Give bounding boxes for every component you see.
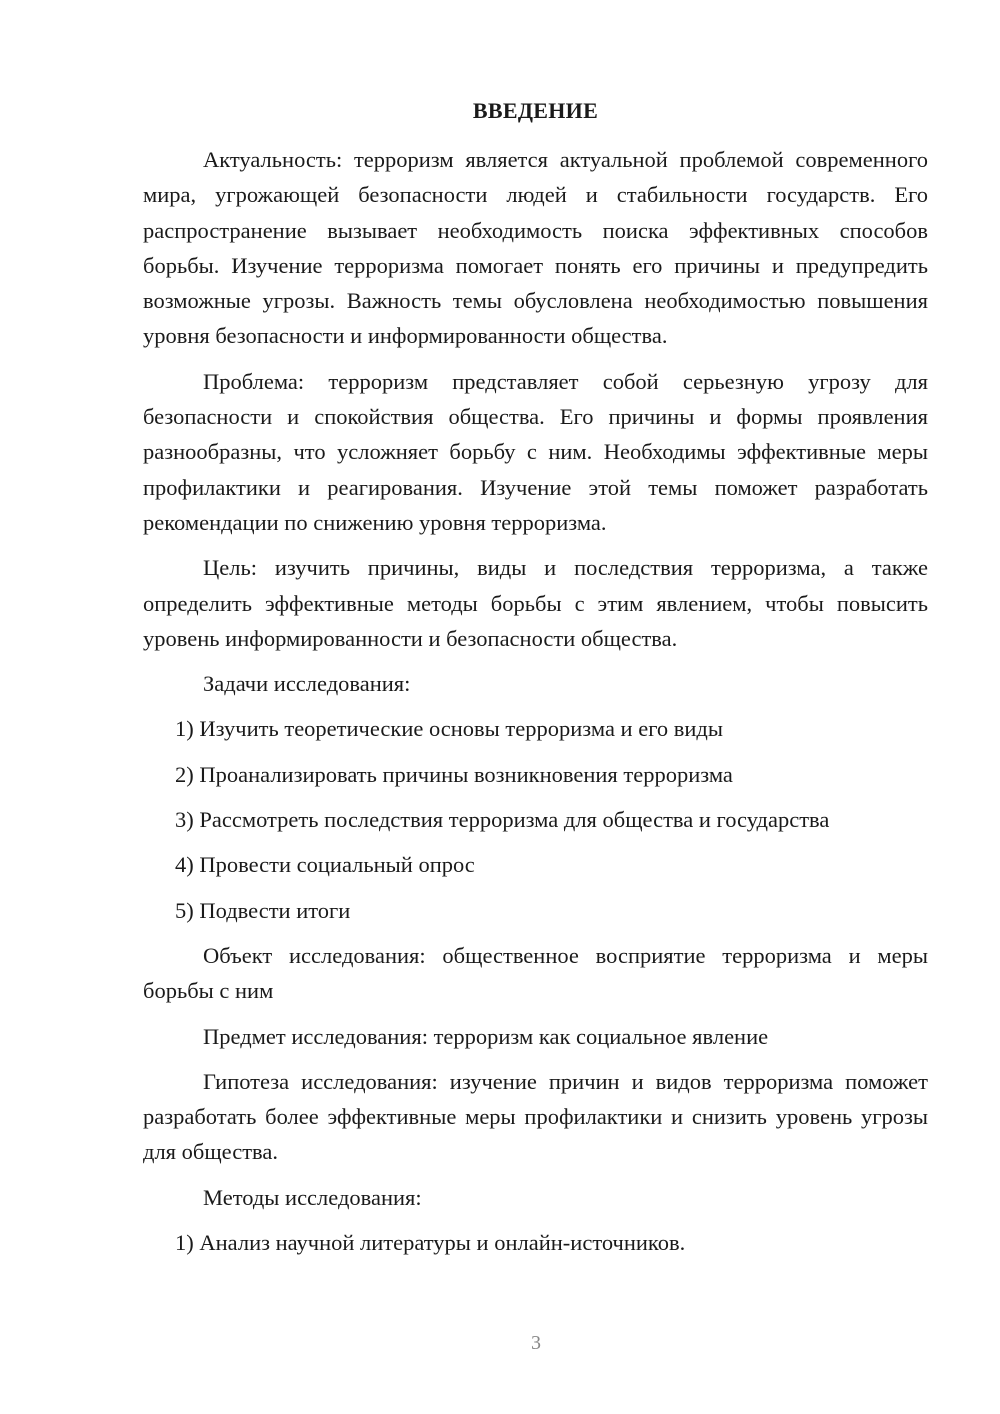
paragraph-object: Объект исследования: общественное восприятие терроризма и меры борьбы с ним [143,942,928,1004]
page-title: ВВЕДЕНИЕ [472,98,599,123]
page-number: 3 [531,1332,541,1354]
method-item: 1) Анализ научной литературы и онлайн-источников. [175,1230,686,1256]
paragraph-problem: Проблема: терроризм представляет собой серьезную угрозу для безопасности и спокойствия общества. Его причины и формы проявления разнообразны, что усложняет борьбу с ним. Необходимы эффективные меры профилактики и реагирования. Изучение этой темы поможет разработать рекомендации по снижению уровня терроризма. [143,368,928,535]
task-item: 1) Изучить теоретические основы терроризма и его виды [175,716,723,742]
task-item: 5) Подвести итоги [175,897,351,923]
task-item: 3) Рассмотреть последствия терроризма для общества и государства [175,807,830,833]
paragraph-subject: Предмет исследования: терроризм как социальное явление [203,1023,769,1049]
paragraph-relevance: Актуальность: терроризм является актуальной проблемой современного мира, угрожающей безопасности людей и стабильности государств. Его распространение вызывает необходимость поиска эффективных способов борьбы. Изучение терроризма помогает понять его причины и предупредить возможные угрозы. Важность темы обусловлена необходимостью повышения уровня безопасности и информированности общества. [143,147,928,349]
document-body [143,142,928,1270]
tasks-heading: Задачи исследования: [203,671,411,697]
paragraph-goal: Цель: изучить причины, виды и последствия терроризма, а также определить эффективные методы борьбы с этим явлением, чтобы повысить уровень информированности и безопасности общества. [143,555,928,651]
paragraph-hypothesis: Гипотеза исследования: изучение причин и видов терроризма поможет разработать более эффективные меры профилактики и снизить уровень угрозы для общества. [143,1068,928,1165]
task-item: 4) Провести социальный опрос [175,852,475,878]
task-item: 2) Проанализировать причины возникновения терроризма [175,761,733,787]
methods-heading: Методы исследования: [203,1184,422,1210]
